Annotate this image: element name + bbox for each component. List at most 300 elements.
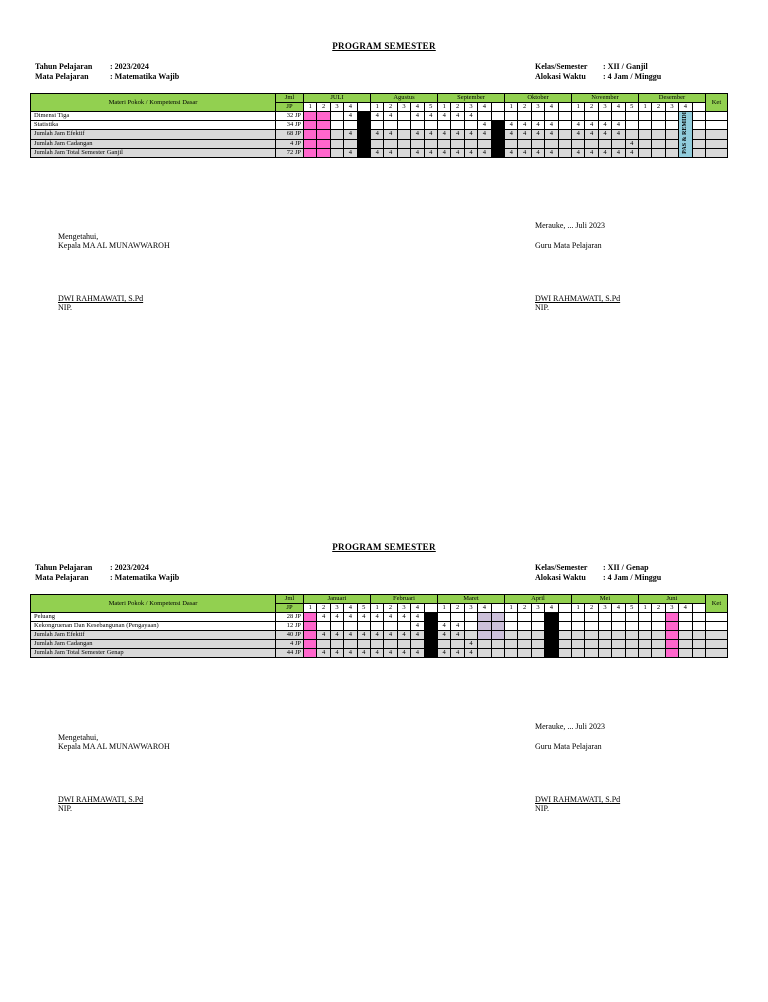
week-cell <box>357 139 370 148</box>
header-month: September <box>438 94 505 103</box>
sign-right-nip: NIP. <box>535 303 550 312</box>
week-cell <box>437 640 450 649</box>
week-cell: 4 <box>478 148 491 157</box>
sign-right-name: DWI RAHMAWATI, S.Pd <box>535 795 621 804</box>
week-cell: 4 <box>612 130 625 139</box>
header-week <box>424 604 437 613</box>
week-cell <box>679 631 692 640</box>
week-cell <box>424 631 437 640</box>
week-cell <box>558 622 571 631</box>
header-week: 4 <box>612 604 625 613</box>
header-month: November <box>572 94 639 103</box>
week-cell <box>330 112 343 121</box>
week-cell <box>625 622 638 631</box>
week-cell <box>571 640 584 649</box>
week-cell <box>384 640 397 649</box>
week-cell <box>464 622 477 631</box>
row-ket <box>705 649 727 658</box>
week-cell: 4 <box>344 649 357 658</box>
header-row-months <box>31 595 728 604</box>
week-cell <box>625 649 638 658</box>
week-cell <box>558 148 571 157</box>
week-cell: 4 <box>411 631 424 640</box>
week-cell <box>638 130 651 139</box>
alokasi-label: Alokasi Waktu <box>535 72 586 81</box>
week-cell <box>692 622 705 631</box>
week-cell <box>317 130 330 139</box>
week-cell: 4 <box>518 148 531 157</box>
week-cell <box>370 640 383 649</box>
table-row <box>31 139 728 148</box>
sign-right-line2: Guru Mata Pelajaran <box>535 241 602 250</box>
header-week: 3 <box>531 604 544 613</box>
header-month: Oktober <box>505 94 572 103</box>
week-cell <box>317 121 330 130</box>
header-week: 1 <box>438 103 451 112</box>
week-cell: 4 <box>585 148 598 157</box>
header-week: 3 <box>397 103 410 112</box>
week-cell <box>625 640 638 649</box>
vertical-note: PAS & REMIDI <box>681 112 688 154</box>
week-cell <box>572 139 585 148</box>
week-cell <box>598 139 611 148</box>
row-ket <box>705 631 727 640</box>
header-week: 2 <box>518 103 531 112</box>
week-cell <box>304 649 317 658</box>
week-cell <box>424 622 437 631</box>
week-cell <box>397 148 410 157</box>
header-week: 1 <box>638 604 651 613</box>
week-cell <box>545 613 558 622</box>
week-cell: 4 <box>451 649 464 658</box>
week-cell: 4 <box>585 121 598 130</box>
week-cell <box>384 622 397 631</box>
sign-left-line1: Mengetahui, <box>58 232 99 241</box>
week-cell: 4 <box>384 613 397 622</box>
week-cell <box>330 640 343 649</box>
week-cell <box>558 130 571 139</box>
week-cell <box>344 622 357 631</box>
week-cell <box>652 148 665 157</box>
header-week: 3 <box>598 103 611 112</box>
header-week: 2 <box>518 604 531 613</box>
week-cell <box>638 148 651 157</box>
week-cell <box>692 631 705 640</box>
header-month: Desember <box>638 94 705 103</box>
sign-left-name: DWI RAHMAWATI, S.Pd <box>58 294 144 303</box>
header-week: 1 <box>370 604 383 613</box>
week-cell <box>518 139 531 148</box>
week-cell: 4 <box>438 148 451 157</box>
sign-date: Merauke, ... Juli 2023 <box>535 221 605 230</box>
week-cell <box>665 640 678 649</box>
week-cell: 4 <box>438 130 451 139</box>
row-jp: 4 JP <box>276 640 304 649</box>
week-cell <box>545 631 558 640</box>
week-cell: 4 <box>478 121 491 130</box>
header-week: 4 <box>411 103 424 112</box>
week-cell <box>652 649 665 658</box>
week-cell <box>424 640 437 649</box>
header-month: Januari <box>304 595 371 604</box>
mapel-label: Mata Pelajaran <box>35 72 89 81</box>
alokasi-value: : 4 Jam / Minggu <box>603 72 662 81</box>
sign-left-nip: NIP. <box>58 303 73 312</box>
week-cell: 4 <box>451 112 464 121</box>
week-cell <box>598 112 611 121</box>
week-cell <box>692 649 705 658</box>
week-cell <box>665 631 678 640</box>
week-cell <box>451 121 464 130</box>
week-cell: 4 <box>330 631 343 640</box>
week-cell <box>531 631 544 640</box>
sign-right-nip: NIP. <box>535 804 550 813</box>
week-cell <box>371 139 384 148</box>
week-cell: 4 <box>531 148 544 157</box>
header-week <box>491 604 504 613</box>
week-cell <box>478 139 491 148</box>
mapel-value: : Matematika Wajib <box>110 573 180 582</box>
week-cell <box>638 622 651 631</box>
row-ket <box>705 622 727 631</box>
table-row <box>31 640 728 649</box>
week-cell <box>638 139 651 148</box>
week-cell <box>571 631 584 640</box>
header-week: 3 <box>665 604 678 613</box>
header-materi: Materi Pokok / Kompetensi Dasar <box>31 94 276 112</box>
week-cell <box>304 121 317 130</box>
header-month: Agustus <box>371 94 438 103</box>
tahun-label: Tahun Pelajaran <box>35 62 93 71</box>
week-cell <box>304 139 317 148</box>
header-week <box>558 103 571 112</box>
table-row <box>31 148 728 157</box>
week-cell <box>612 613 625 622</box>
kelas-value: : XII / Ganjil <box>603 62 648 71</box>
week-cell: 4 <box>518 130 531 139</box>
row-jp: 32 JP <box>276 112 304 121</box>
week-cell <box>397 121 410 130</box>
week-cell <box>424 139 437 148</box>
week-cell: 4 <box>357 631 370 640</box>
week-cell: 4 <box>424 130 437 139</box>
week-cell <box>665 613 678 622</box>
header-week: 4 <box>478 604 491 613</box>
header-week <box>357 103 370 112</box>
week-cell <box>638 640 651 649</box>
week-cell <box>397 622 410 631</box>
week-cell <box>652 631 665 640</box>
week-cell <box>531 112 544 121</box>
week-cell <box>692 640 705 649</box>
week-cell: 4 <box>344 148 357 157</box>
week-cell <box>531 649 544 658</box>
sign-right-name: DWI RAHMAWATI, S.Pd <box>535 294 621 303</box>
week-cell <box>344 139 357 148</box>
mapel-value: : Matematika Wajib <box>110 72 180 81</box>
week-cell <box>451 613 464 622</box>
week-cell <box>424 613 437 622</box>
row-jp: 40 JP <box>276 631 304 640</box>
week-cell: 4 <box>370 649 383 658</box>
week-cell <box>424 649 437 658</box>
week-cell <box>665 622 678 631</box>
header-week: 5 <box>357 604 370 613</box>
week-cell <box>545 640 558 649</box>
week-cell: 4 <box>397 649 410 658</box>
week-cell <box>357 121 370 130</box>
table-row <box>31 649 728 658</box>
week-cell: 4 <box>464 112 477 121</box>
week-cell <box>411 139 424 148</box>
week-cell: 4 <box>384 631 397 640</box>
week-cell <box>451 640 464 649</box>
header-week: 5 <box>625 103 638 112</box>
header-week: 2 <box>384 103 397 112</box>
week-cell <box>692 613 705 622</box>
header-ket: Ket <box>705 595 727 613</box>
week-cell: 4 <box>625 139 638 148</box>
week-cell: 4 <box>397 631 410 640</box>
week-cell <box>598 622 611 631</box>
week-cell: 4 <box>545 130 558 139</box>
week-cell <box>652 130 665 139</box>
week-cell: 4 <box>464 640 477 649</box>
week-cell: 4 <box>625 148 638 157</box>
header-week: 4 <box>679 604 692 613</box>
header-week: 4 <box>411 604 424 613</box>
week-cell <box>545 112 558 121</box>
header-week: 2 <box>652 604 665 613</box>
week-cell: 4 <box>384 112 397 121</box>
week-cell <box>397 112 410 121</box>
header-week: 4 <box>545 604 558 613</box>
week-cell <box>464 139 477 148</box>
mapel-label: Mata Pelajaran <box>35 573 89 582</box>
week-cell <box>491 148 504 157</box>
week-cell <box>585 139 598 148</box>
alokasi-value: : 4 Jam / Minggu <box>603 573 662 582</box>
header-week: 3 <box>598 604 611 613</box>
week-cell <box>518 649 531 658</box>
sign-right-line2: Guru Mata Pelajaran <box>535 742 602 751</box>
week-cell <box>478 631 491 640</box>
week-cell <box>652 640 665 649</box>
header-month: Juni <box>638 595 705 604</box>
week-cell: 4 <box>384 130 397 139</box>
header-week: 1 <box>571 604 584 613</box>
week-cell <box>491 139 504 148</box>
header-row-months <box>31 94 728 103</box>
week-cell <box>692 148 705 157</box>
week-cell: 4 <box>344 631 357 640</box>
week-cell: 4 <box>411 613 424 622</box>
week-cell <box>438 139 451 148</box>
week-cell <box>638 112 651 121</box>
week-cell <box>505 112 518 121</box>
week-cell <box>572 112 585 121</box>
header-week: 1 <box>437 604 450 613</box>
week-cell: 4 <box>357 613 370 622</box>
week-cell: 4 <box>424 112 437 121</box>
header-week: 2 <box>451 103 464 112</box>
week-cell <box>598 649 611 658</box>
week-cell <box>304 130 317 139</box>
header-week <box>491 103 504 112</box>
header-week: 1 <box>304 103 317 112</box>
week-cell <box>652 139 665 148</box>
week-cell <box>397 139 410 148</box>
week-cell <box>531 613 544 622</box>
week-cell <box>571 649 584 658</box>
header-week: 1 <box>572 103 585 112</box>
sign-left-line2: Kepala MA AL MUNAWWAROH <box>58 241 170 250</box>
header-week: 3 <box>330 103 343 112</box>
row-jp: 44 JP <box>276 649 304 658</box>
week-cell <box>679 622 692 631</box>
table-row <box>31 121 728 130</box>
week-cell: 4 <box>344 130 357 139</box>
week-cell <box>491 649 504 658</box>
week-cell <box>478 622 491 631</box>
week-cell <box>438 121 451 130</box>
week-cell <box>478 613 491 622</box>
week-cell <box>558 649 571 658</box>
week-cell <box>665 121 678 130</box>
header-week: 1 <box>371 103 384 112</box>
week-cell: 4 <box>411 622 424 631</box>
week-cell <box>317 640 330 649</box>
week-cell <box>504 649 517 658</box>
sign-date: Merauke, ... Juli 2023 <box>535 722 605 731</box>
week-cell: 4 <box>612 148 625 157</box>
week-cell: 4 <box>572 130 585 139</box>
week-cell <box>478 112 491 121</box>
week-cell: 4 <box>572 148 585 157</box>
header-week: 4 <box>344 604 357 613</box>
week-cell <box>357 112 370 121</box>
row-materi: Dimensi Tiga <box>31 112 276 121</box>
week-cell <box>638 631 651 640</box>
week-cell <box>652 613 665 622</box>
week-cell <box>304 148 317 157</box>
header-week: 3 <box>397 604 410 613</box>
row-jp: 68 JP <box>276 130 304 139</box>
week-cell: 4 <box>357 649 370 658</box>
week-cell <box>612 139 625 148</box>
week-cell <box>545 622 558 631</box>
week-cell <box>464 121 477 130</box>
week-cell <box>638 649 651 658</box>
kelas-value: : XII / Genap <box>603 563 649 572</box>
week-cell <box>371 121 384 130</box>
week-cell: 4 <box>438 112 451 121</box>
header-week: 5 <box>625 604 638 613</box>
header-week: 3 <box>464 604 477 613</box>
week-cell <box>571 622 584 631</box>
week-cell: 4 <box>451 631 464 640</box>
week-cell <box>504 640 517 649</box>
header-week <box>692 103 705 112</box>
row-ket <box>705 613 727 622</box>
week-cell <box>692 139 705 148</box>
row-materi: Jumlah Jam Efektif <box>31 130 276 139</box>
sign-left-name: DWI RAHMAWATI, S.Pd <box>58 795 144 804</box>
week-cell <box>598 631 611 640</box>
week-cell <box>330 622 343 631</box>
week-cell: 4 <box>384 148 397 157</box>
week-cell <box>531 139 544 148</box>
week-cell: 4 <box>411 649 424 658</box>
row-materi: Kekongruenan Dan Kesebangunan (Pengayaan) <box>31 622 276 631</box>
week-cell <box>317 139 330 148</box>
week-cell <box>665 112 678 121</box>
week-cell <box>652 622 665 631</box>
week-cell <box>692 121 705 130</box>
week-cell <box>652 112 665 121</box>
week-cell <box>558 139 571 148</box>
header-week: 5 <box>424 103 437 112</box>
header-week: 2 <box>317 103 330 112</box>
row-jp: 12 JP <box>276 622 304 631</box>
week-cell <box>679 649 692 658</box>
header-week: 4 <box>478 103 491 112</box>
week-cell <box>558 631 571 640</box>
week-cell <box>464 613 477 622</box>
week-cell: 4 <box>598 130 611 139</box>
week-cell <box>478 640 491 649</box>
row-materi: Statistika <box>31 121 276 130</box>
week-cell <box>638 613 651 622</box>
week-cell <box>330 121 343 130</box>
week-cell <box>665 139 678 148</box>
sign-left-nip: NIP. <box>58 804 73 813</box>
week-cell <box>397 640 410 649</box>
week-cell <box>344 640 357 649</box>
header-week: 2 <box>384 604 397 613</box>
week-cell: 4 <box>330 613 343 622</box>
week-cell <box>304 631 317 640</box>
week-cell <box>598 640 611 649</box>
table-row <box>31 631 728 640</box>
week-cell <box>625 613 638 622</box>
week-cell: 4 <box>437 622 450 631</box>
row-jp: 28 JP <box>276 613 304 622</box>
week-cell <box>357 130 370 139</box>
week-cell: 4 <box>384 649 397 658</box>
week-cell <box>518 631 531 640</box>
week-cell: 4 <box>585 130 598 139</box>
week-cell <box>424 121 437 130</box>
header-month: Februari <box>370 595 437 604</box>
week-cell <box>652 121 665 130</box>
week-cell <box>625 121 638 130</box>
week-cell <box>518 640 531 649</box>
week-cell: 4 <box>478 130 491 139</box>
week-cell <box>344 121 357 130</box>
header-week: 2 <box>451 604 464 613</box>
header-ket: Ket <box>705 94 727 112</box>
row-materi: Jumlah Jam Total Semester Genap <box>31 649 276 658</box>
week-cell: 4 <box>464 148 477 157</box>
header-month: Maret <box>437 595 504 604</box>
week-cell <box>558 613 571 622</box>
week-cell: 4 <box>411 130 424 139</box>
row-ket <box>705 640 727 649</box>
week-cell <box>464 631 477 640</box>
week-cell <box>518 112 531 121</box>
week-cell: 4 <box>411 112 424 121</box>
